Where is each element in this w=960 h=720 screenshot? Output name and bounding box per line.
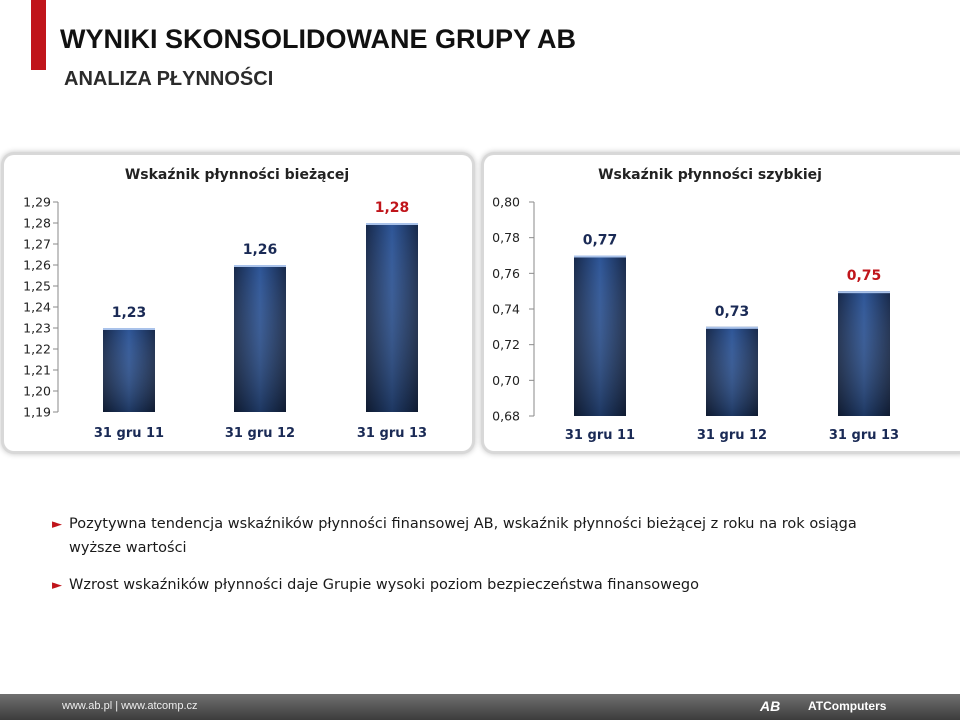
y-tick-label: 1,24 <box>23 299 51 315</box>
y-tick-label: 0,72 <box>492 337 520 353</box>
bullet-arrow-icon: ► <box>52 517 62 532</box>
bar-value-label: 1,23 <box>111 305 147 321</box>
x-tick-label: 31 gru 12 <box>696 428 768 443</box>
y-tick-label: 1,28 <box>23 215 51 231</box>
y-tick-label: 0,78 <box>492 230 520 246</box>
y-tick-label: 1,20 <box>23 383 51 399</box>
x-tick-label: 31 gru 11 <box>93 426 165 441</box>
bar-top-highlight <box>706 327 758 329</box>
bar-value-label: 1,26 <box>242 242 278 258</box>
x-tick-label: 31 gru 13 <box>356 426 428 441</box>
bullet-arrow-icon: ► <box>52 578 62 593</box>
x-tick-label: 31 gru 13 <box>828 428 900 443</box>
chart-quick-ratio <box>492 167 899 443</box>
footer-bar <box>0 694 960 720</box>
y-tick-label: 1,29 <box>23 194 51 210</box>
page-subtitle: ANALIZA PŁYNNOŚCI <box>64 68 274 90</box>
y-tick-label: 0,76 <box>492 265 520 281</box>
bullet-list <box>52 512 912 610</box>
bullet-item <box>52 512 912 560</box>
y-tick-label: 1,26 <box>23 257 51 273</box>
bar-top-highlight <box>574 256 626 258</box>
bar-value-label: 0,75 <box>846 268 882 285</box>
y-tick-label: 0,80 <box>492 194 520 210</box>
bar-shade <box>366 223 418 412</box>
ab-logo: AB <box>760 698 781 714</box>
bar-top-highlight <box>234 265 286 267</box>
bar-shade <box>838 291 890 416</box>
y-tick-label: 1,27 <box>23 236 51 252</box>
y-tick-label: 0,74 <box>492 301 520 317</box>
atcomputers-logo: ATComputers <box>808 699 887 713</box>
bar-shade <box>574 256 626 417</box>
y-tick-label: 1,21 <box>23 362 51 378</box>
chart-current-ratio <box>23 167 427 441</box>
x-tick-label: 31 gru 11 <box>564 428 636 443</box>
y-tick-label: 1,19 <box>23 404 51 420</box>
bar-shade <box>103 328 155 412</box>
bullet-item <box>52 573 912 597</box>
bullet-text: Wzrost wskaźników płynności daje Grupie wysoki poziom bezpieczeństwa finansowego <box>69 577 699 593</box>
y-tick-label: 1,25 <box>23 278 51 294</box>
y-tick-label: 0,70 <box>492 372 520 388</box>
bar-top-highlight <box>838 291 890 293</box>
y-tick-label: 0,68 <box>492 408 520 424</box>
x-tick-label: 31 gru 12 <box>224 426 296 441</box>
bar-top-highlight <box>366 223 418 225</box>
bar-shade <box>706 327 758 416</box>
page-title: WYNIKI SKONSOLIDOWANE GRUPY AB <box>60 24 577 54</box>
y-tick-label: 1,22 <box>23 341 51 357</box>
bar-top-highlight <box>103 328 155 330</box>
y-tick-label: 1,23 <box>23 320 51 336</box>
bar-value-label: 1,28 <box>374 200 410 216</box>
footer-links[interactable]: www.ab.pl | www.atcomp.cz <box>62 700 198 712</box>
bullet-text: Pozytywna tendencja wskaźników płynności finansowej AB, wskaźnik płynności bieżącej z roku na rok osiąga wyższe wartości <box>69 516 857 556</box>
bar-value-label: 0,77 <box>582 232 618 249</box>
chart-title: Wskaźnik płynności szybkiej <box>598 167 822 183</box>
bar-shade <box>234 265 286 412</box>
bar-value-label: 0,73 <box>714 303 750 320</box>
chart-title: Wskaźnik płynności bieżącej <box>124 167 350 183</box>
